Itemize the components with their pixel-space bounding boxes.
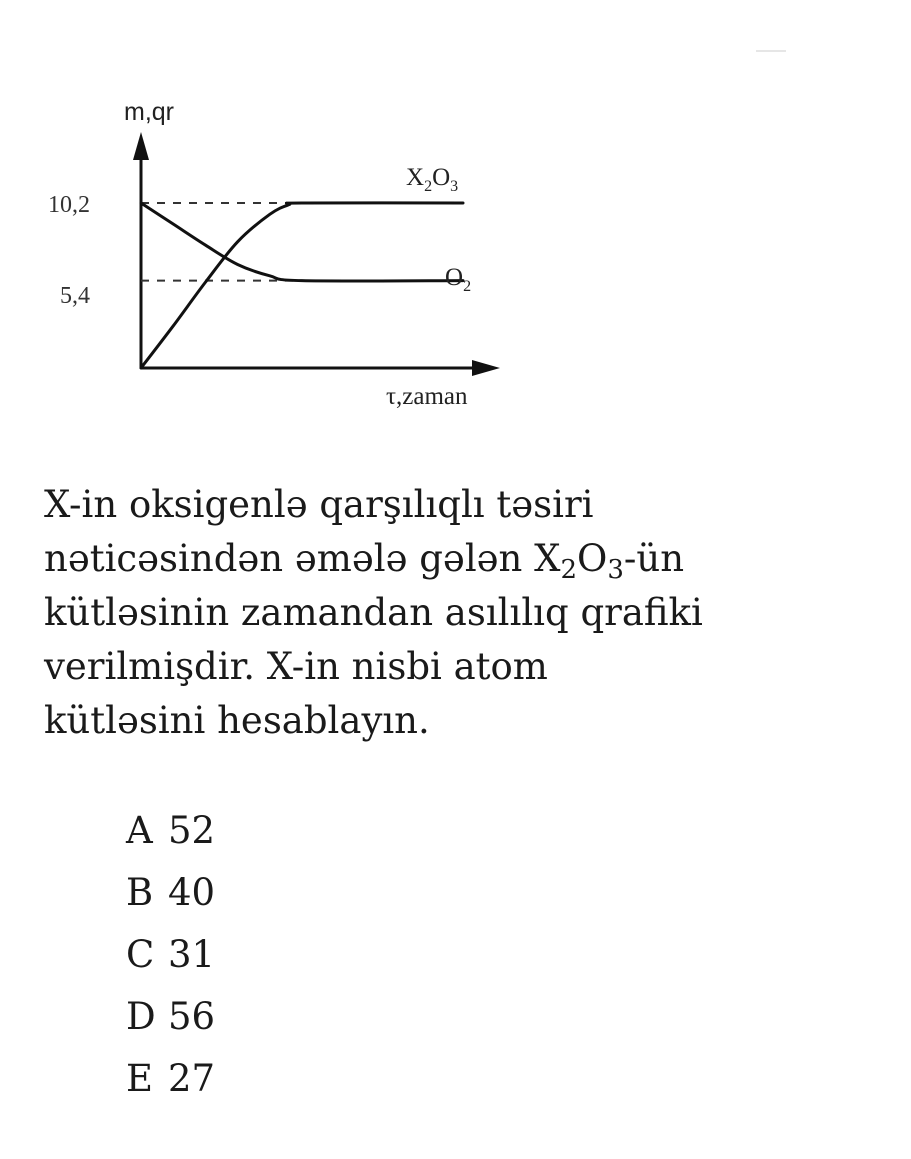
question-line-1: X-in oksigenlə qarşılıqlı təsiri [44,483,594,526]
reference-lines [141,203,300,281]
y-tick-label-10-2: 10,2 [48,192,90,218]
series-label-o2: $O_2$ [445,264,472,295]
option-a[interactable] [126,800,215,862]
y-tick-label-5-4: 5,4 [60,283,90,309]
question-line-4: verilmişdir. X-in nisbi atom [44,645,548,688]
question-line-2: nəticəsindən əmələ gələn $X_2O_3-ün$ [44,537,685,585]
question-line-3: kütləsinin zamandan asılılıq qrafiki [44,591,703,634]
series-line-x2o3 [141,203,463,368]
series-line-o2 [141,203,463,281]
y-axis-label: m,qr [124,98,174,126]
x-axis-label: τ,zaman [386,383,468,410]
option-value: 40 [168,871,216,914]
option-letter: D [126,995,156,1038]
question-line-5: kütləsini hesablayın. [44,699,430,742]
chart-labels [48,98,471,410]
option-value: 56 [168,995,216,1038]
option-value: 52 [168,809,216,852]
scan-mark [756,50,786,52]
option-letter: B [126,871,154,914]
option-c[interactable] [126,924,215,986]
question-text [44,478,874,748]
x-axis-arrow [472,360,500,376]
chart [0,0,911,440]
chart-series [141,203,463,368]
y-axis-arrow [133,132,149,160]
option-letter: C [126,933,155,976]
option-value: 27 [168,1057,216,1100]
series-label-x2o3: $X_2O_3$ [406,164,459,195]
option-e[interactable] [126,1048,215,1110]
option-d[interactable] [126,986,215,1048]
option-letter: E [126,1057,154,1100]
option-letter: A [126,809,153,852]
answer-options [126,800,215,1110]
option-value: 31 [168,933,216,976]
option-b[interactable] [126,862,215,924]
